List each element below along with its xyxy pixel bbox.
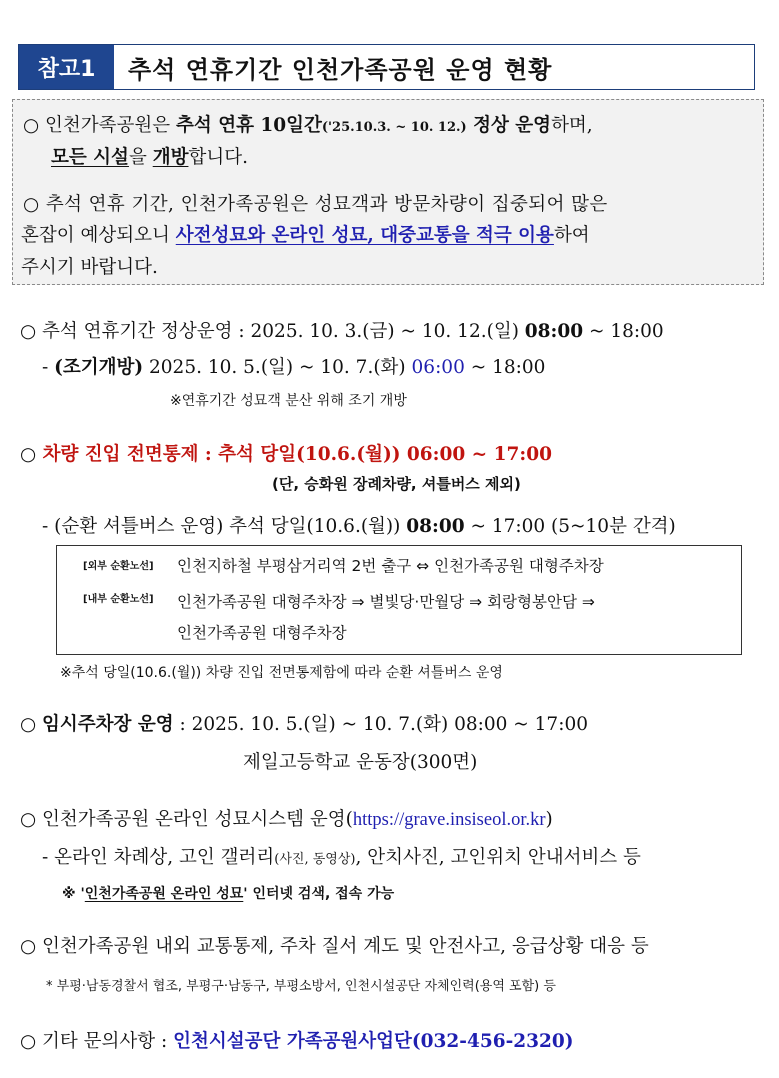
notice-text: 하여 — [553, 225, 590, 246]
s1-line — [20, 317, 664, 343]
int-route-2: 인천가족공원 대형주차장 — [177, 624, 347, 642]
int-route-tag: [내부 순환노선] — [83, 594, 154, 605]
s1-sub-text: ~ 18:00 — [464, 357, 546, 378]
s5-text: 인천가족공원 내외 교통통제, 주차 질서 계도 및 안전사고, 응급상황 대응 등 — [42, 936, 649, 957]
s3-label: 임시주차장 운영 — [42, 714, 174, 735]
bullet: ○ — [20, 936, 37, 957]
s2-exception: (단, 승화원 장례차량, 셔틀버스 제외) — [272, 475, 521, 493]
shuttle-route-box — [56, 545, 742, 655]
bullet: ○ — [20, 444, 37, 465]
notice-highlight: 사전성묘와 온라인 성묘, 대중교통을 적극 이용 — [175, 225, 554, 246]
int-route-1: 인천가족공원 대형주차장 ⇒ 별빛당·만월당 ⇒ 회랑형봉안담 ⇒ — [177, 593, 595, 611]
s4-url: https://grave.insiseol.or.kr — [352, 810, 546, 830]
notice-line-5: 주시기 바랍니다. — [21, 257, 158, 278]
dash: - — [42, 357, 55, 378]
notice-line-3 — [23, 190, 608, 216]
notice-text: 하며, — [551, 115, 593, 136]
bullet: ○ — [23, 115, 40, 136]
notice-bold: 추석 연휴 10일간 — [176, 115, 322, 136]
s2-text: 차량 진입 전면통제 : 추석 당일(10.6.(월)) 06:00 ~ 17:00 — [42, 444, 552, 465]
header-bar — [18, 44, 755, 90]
ext-route: 인천지하철 부평삼거리역 2번 출구 ⇔ 인천가족공원 대형주차장 — [177, 557, 604, 575]
s4-sub-text: - 온라인 차례상, 고인 갤러리 — [42, 847, 275, 868]
notice-line-4 — [21, 221, 590, 247]
notice-dates: ('25.10.3. ~ 10. 12.) — [321, 120, 467, 135]
s1-sub — [42, 353, 545, 379]
s4-sub-small: (사진, 동영상) — [274, 852, 356, 867]
notice-box — [12, 99, 764, 285]
notice-underline: 모든 시설 — [51, 147, 129, 168]
bullet: ○ — [20, 321, 37, 342]
s4-note-text: ' 인터넷 검색, 접속 가능 — [243, 886, 395, 902]
header-tag: 참고1 — [19, 45, 114, 89]
s1-sub-label: (조기개방) — [54, 357, 144, 378]
notice-text: 을 — [128, 147, 153, 168]
notice-underline: 개방 — [152, 147, 189, 168]
notice-text: 혼잡이 예상되오니 — [21, 225, 176, 246]
s4-note-text: ※ ' — [62, 886, 85, 902]
s4-note — [62, 883, 394, 903]
notice-text: 추석 연휴 기간, 인천가족공원은 성묘객과 방문차량이 집중되어 많은 — [45, 194, 608, 215]
s4-sub — [42, 843, 641, 869]
s2-shuttle-time: 08:00 — [406, 516, 465, 537]
s3-place: 제일고등학교 운동장(300면) — [243, 752, 478, 773]
s2-shuttle-text: ~ 17:00 (5~10분 간격) — [464, 516, 676, 537]
bullet: ○ — [20, 714, 37, 735]
s6-text: 기타 문의사항 : — [42, 1031, 174, 1052]
s1-text: 추석 연휴기간 정상운영 : 2025. 10. 3.(금) ~ 10. 12.(일) — [42, 321, 525, 342]
s4-text: 인천가족공원 온라인 성묘시스템 운영( — [42, 809, 353, 830]
page-title: 추석 연휴기간 인천가족공원 운영 현황 — [128, 55, 553, 84]
s6-line — [20, 1027, 574, 1053]
notice-bold: 정상 운영 — [466, 115, 552, 136]
s3-text: : 2025. 10. 5.(일) ~ 10. 7.(화) 08:00 ~ 17:00 — [173, 714, 588, 735]
s4-text: ) — [545, 809, 553, 830]
s1-time: 08:00 — [524, 321, 584, 342]
bullet: ○ — [23, 194, 40, 215]
notice-text: 합니다. — [188, 147, 248, 168]
s2-line — [20, 440, 552, 466]
s5-line — [20, 932, 649, 958]
bullet: ○ — [20, 1031, 37, 1052]
s1-note: ※연휴기간 성묘객 분산 위해 조기 개방 — [170, 393, 407, 409]
s3-line — [20, 710, 588, 736]
ext-route-tag: [외부 순환노선] — [83, 561, 154, 572]
notice-text: 인천가족공원은 — [45, 115, 177, 136]
notice-line-1 — [23, 111, 593, 137]
s1-sub-text: 2025. 10. 5.(일) ~ 10. 7.(화) — [143, 357, 412, 378]
notice-line-2 — [51, 143, 248, 169]
bullet: ○ — [20, 809, 37, 830]
s5-note: * 부평·남동경찰서 협조, 부평구·남동구, 부평소방서, 인천시설공단 자체인력(용역 포함) 등 — [46, 979, 556, 994]
s6-contact: 인천시설공단 가족공원사업단(032-456-2320) — [173, 1031, 574, 1052]
s4-note-underline: 인천가족공원 온라인 성묘 — [84, 886, 244, 902]
s1-text: ~ 18:00 — [583, 321, 664, 342]
s2-shuttle — [42, 512, 676, 538]
s1-sub-time: 06:00 — [411, 357, 465, 378]
s2-note: ※추석 당일(10.6.(월)) 차량 진입 전면통제함에 따라 순환 셔틀버스 운영 — [60, 665, 503, 681]
s4-line — [20, 805, 553, 831]
s4-sub-text: , 안치사진, 고인위치 안내서비스 등 — [355, 847, 641, 868]
s2-shuttle-text: - (순환 셔틀버스 운영) 추석 당일(10.6.(월)) — [42, 516, 407, 537]
